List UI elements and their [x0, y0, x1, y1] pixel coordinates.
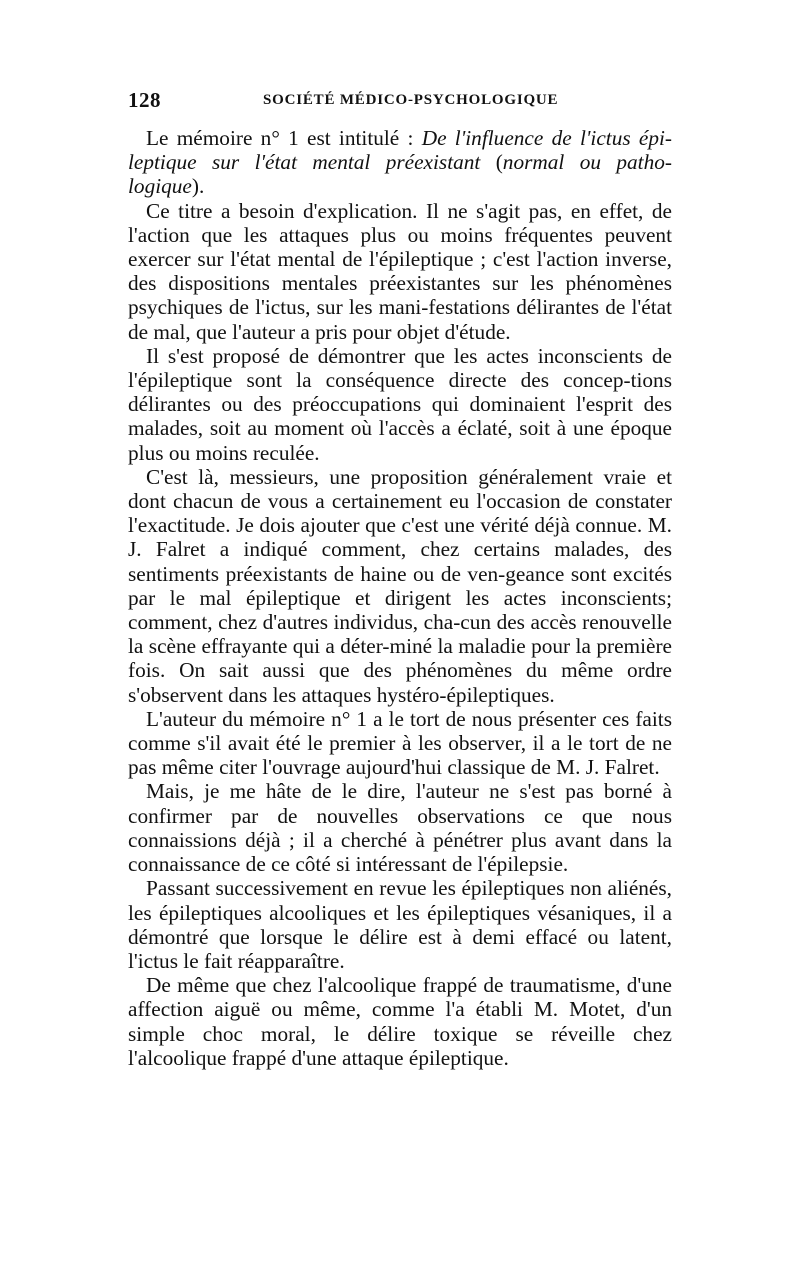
paragraph-1: [128, 126, 672, 199]
memoir-subtitle: normal ou patho-logique: [128, 150, 672, 199]
body-text: [128, 126, 672, 1070]
paragraph-3: Il s'est proposé de démontrer que les actes inconscients de l'épileptique sont la conséquence directe des concep-tions délirantes ou des préoccupations qui dominaient l'esprit des malades, soit au moment où l'accès a éclaté, soit à une époque plus ou moins reculée.: [128, 343, 672, 465]
page-number: 128: [128, 88, 161, 112]
memoir-title: De l'influence de l'ictus épi-leptique sur l'état mental préexistant: [128, 126, 673, 175]
paragraph-7: Passant successivement en revue les épileptiques non aliénés, les épileptiques alcooliques et les épileptiques vésaniques, il a démontré que lorsque le délire est à demi effacé ou latent, l'ictus le fait réapparaître.: [128, 876, 672, 973]
paragraph-6: Mais, je me hâte de le dire, l'auteur ne s'est pas borné à confirmer par de nouvelles observations ce que nous connaissions déjà ; il a cherché à pénétrer plus avant dans la connaissance de ce côté si intéressant de l'épilepsie.: [128, 779, 672, 877]
paragraph-1-mid: (: [480, 150, 503, 175]
paragraph-1-intro: Le mémoire n° 1 est intitulé :: [146, 126, 422, 150]
paragraph-4: C'est là, messieurs, une proposition généralement vraie et dont chacun de vous a certainement eu l'occasion de constater l'exactitude. Je dois ajouter que c'est une vérité déjà connue. M. J. Falret a indiqué comment, chez certains malades, des sentiments préexistants de haine ou de ven-geance sont excités par le mal épileptique et dirigent les actes inconscients; comment, chez d'autres individus, cha-cun des accès renouvelle la scène effrayante qui a déter-miné la maladie pour la première fois. On sait aussi que des phénomènes du même ordre s'observent dans les attaques hystéro-épileptiques.: [128, 464, 672, 707]
paragraph-2: Ce titre a besoin d'explication. Il ne s'agit pas, en effet, de l'action que les attaques plus ou moins fréquentes peuvent exercer sur l'état mental de l'épileptique ; c'est l'action inverse, des dispositions mentales préexistantes sur les phénomènes psychiques de l'ictus, sur les mani-festations délirantes de l'état de mal, que l'auteur a pris pour objet d'étude.: [128, 198, 672, 344]
page-header: [128, 88, 668, 118]
paragraph-1-end: ).: [191, 174, 205, 199]
paragraph-5: L'auteur du mémoire n° 1 a le tort de nous présenter ces faits comme s'il avait été le premier à les observer, il a le tort de ne pas même citer l'ouvrage aujourd'hui classique de M. J. Falret.: [128, 706, 672, 780]
paragraph-8: De même que chez l'alcoolique frappé de traumatisme, d'une affection aiguë ou même, comme l'a établi M. Motet, d'un simple choc moral, le délire toxique se réveille chez l'alcoolique frappé d'une attaque épileptique.: [128, 973, 672, 1070]
running-title: SOCIÉTÉ MÉDICO-PSYCHOLOGIQUE: [263, 92, 559, 108]
